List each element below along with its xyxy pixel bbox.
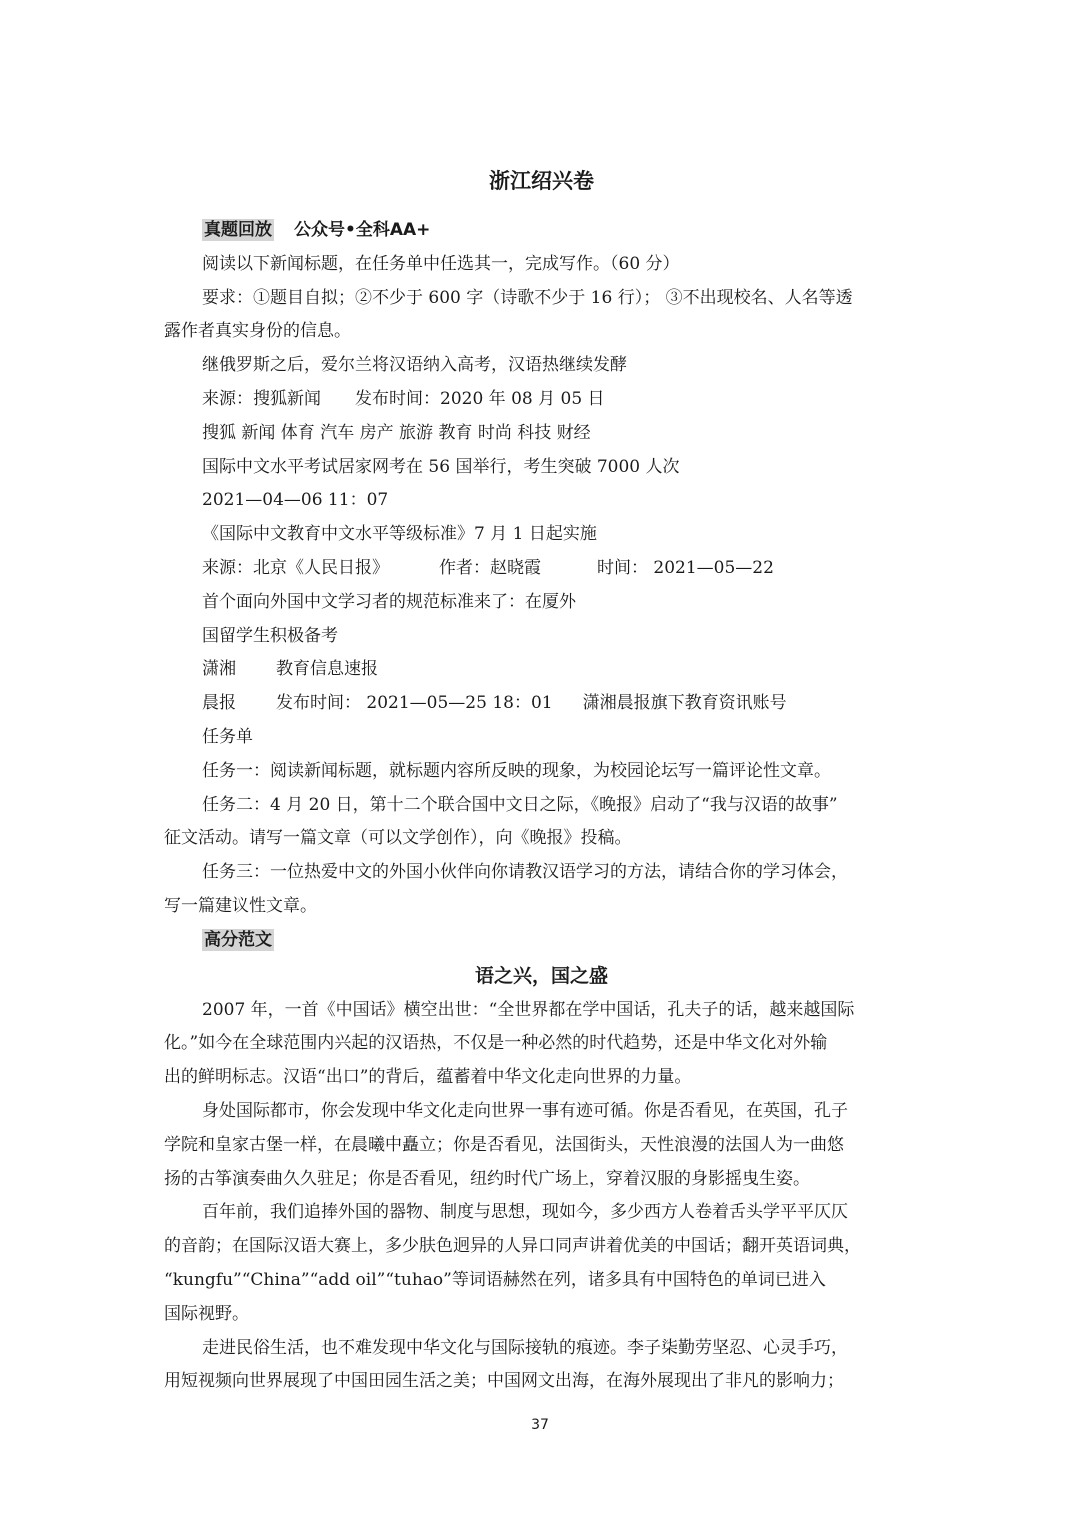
essay-p2-line3: 扬的古筝演奏曲久久驻足；你是否看见，纽约时代广场上，穿着汉服的身影摇曳生姿。 <box>164 1168 810 1189</box>
essay-p1-line1: 2007 年，一首《中国话》横空出世：“全世界都在学中国话，孔夫子的话，越来越国际 <box>202 999 855 1020</box>
task3-line1: 任务三：一位热爱中文的外国小伙伴向你请教汉语学习的方法，请结合你的学习体会， <box>202 862 848 883</box>
news2-title: 国际中文水平考试居家网考在 56 国举行，考生突破 7000 人次 <box>202 456 680 477</box>
account-label: 公众号•全科AA+ <box>294 220 431 240</box>
essay-p3-line2: 的音韵；在国际汉语大赛上，多少肤色迥异的人异口同声讲着优美的中国话；翻开英语词典， <box>164 1236 861 1257</box>
task1: 任务一：阅读新闻标题，就标题内容所反映的现象，为校园论坛写一篇评论性文章。 <box>202 760 831 781</box>
news4-meta <box>164 687 919 721</box>
news4-source-chenbao: 晨报 <box>202 693 236 714</box>
news4-source-a <box>164 653 919 687</box>
essay-p3-line3: “kungfu”“China”“add oil”“tuhao”等词语赫然在列，诸多具有中国特色的单词已进入 <box>164 1269 826 1290</box>
section-label-zhenti: 真题回放 <box>204 220 272 240</box>
task-list-heading: 任务单 <box>202 726 253 747</box>
page-title: 浙江绍兴卷 <box>489 168 594 193</box>
section-header-zhenti <box>164 214 919 248</box>
section-label-fanwen: 高分范文 <box>204 929 272 950</box>
page-number: 37 <box>531 1417 549 1433</box>
task-requirement-line2: 露作者真实身份的信息。 <box>164 321 351 342</box>
news3-meta <box>164 552 919 586</box>
news3-author: 作者：赵晓霞 <box>439 557 541 578</box>
essay-p4-line1: 走进民俗生活，也不难发现中华文化与国际接轨的痕迹。李子柒勤劳坚忍、心灵手巧， <box>202 1337 848 1358</box>
task3-line2: 写一篇建议性文章。 <box>164 895 317 916</box>
task-requirement-line1: 要求：①题目自拟；②不少于 600 字（诗歌不少于 16 行）； ③不出现校名、人名等透 <box>202 287 853 308</box>
essay-p3-line4: 国际视野。 <box>164 1303 249 1324</box>
essay-p2-line2: 学院和皇家古堡一样，在晨曦中矗立；你是否看见，法国街头，天性浪漫的法国人为一曲悠 <box>164 1134 844 1155</box>
task2-line2: 征文活动。请写一篇文章（可以文学创作），向《晚报》投稿。 <box>164 828 632 849</box>
essay-p1-line2: 化。”如今在全球范围内兴起的汉语热，不仅是一种必然的时代趋势，还是中华文化对外输 <box>164 1033 828 1054</box>
news4-source-xiaoxiang: 潇湘 <box>202 659 236 680</box>
page-content <box>164 166 919 1399</box>
news1-time: 发布时间：2020 年 08 月 05 日 <box>355 388 605 409</box>
news3-source: 来源：北京《人民日报》 <box>202 557 389 578</box>
essay-p3-line1: 百年前，我们追捧外国的器物、制度与思想，现如今，多少西方人卷着舌头学平平仄仄 <box>202 1202 848 1223</box>
task-intro: 阅读以下新闻标题，在任务单中任选其一，完成写作。（60 分） <box>202 253 680 274</box>
news2-time: 2021—04—06 11：07 <box>202 490 389 511</box>
essay-title: 语之兴，国之盛 <box>474 964 608 987</box>
news3-time: 时间： 2021—05—22 <box>597 557 774 578</box>
news1-title: 继俄罗斯之后，爱尔兰将汉语纳入高考，汉语热继续发酵 <box>202 355 627 376</box>
news4-title-line1: 首个面向外国中文学习者的规范标准来了：在厦外 <box>202 591 576 612</box>
section-header-fanwen <box>164 924 919 958</box>
news1-source: 来源：搜狐新闻 <box>202 388 321 409</box>
essay-p1-line3: 出的鲜明标志。汉语“出口”的背后，蕴蓄着中华文化走向世界的力量。 <box>164 1067 692 1088</box>
task2-line1: 任务二：4 月 20 日，第十二个联合国中文日之际，《晚报》启动了“我与汉语的故事” <box>202 794 838 815</box>
news4-account: 潇湘晨报旗下教育资讯账号 <box>582 693 787 714</box>
news4-time: 发布时间： 2021—05—25 18：01 <box>276 693 553 714</box>
news4-source-column: 教育信息速报 <box>276 659 378 680</box>
news1-meta <box>164 383 919 417</box>
news3-title: 《国际中文教育中文水平等级标准》7 月 1 日起实施 <box>202 524 597 545</box>
essay-p2-line1: 身处国际都市，你会发现中华文化走向世界一事有迹可循。你是否看见，在英国，孔子 <box>202 1100 848 1121</box>
news1-nav: 搜狐 新闻 体育 汽车 房产 旅游 教育 时尚 科技 财经 <box>202 422 591 443</box>
news4-title-line2: 国留学生积极备考 <box>202 625 338 646</box>
essay-p4-line2: 用短视频向世界展现了中国田园生活之美；中国网文出海，在海外展现出了非凡的影响力； <box>164 1371 844 1392</box>
